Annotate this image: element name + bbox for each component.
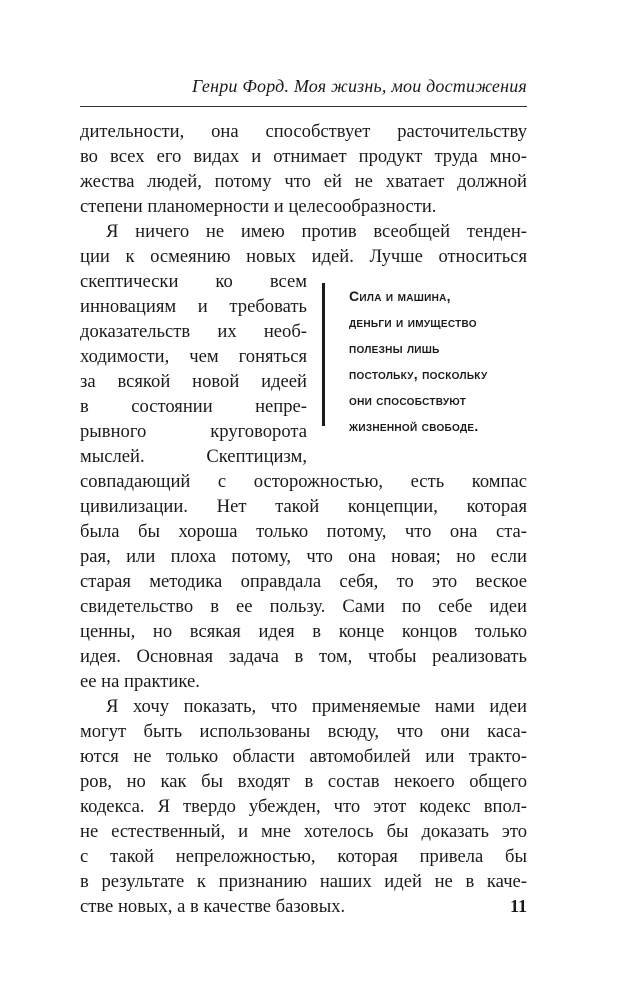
header-rule [80,106,527,107]
text-line: ции к осмеянию новых идей. Лучше относиться [80,246,527,267]
text-line: инновациям и требовать [80,296,307,317]
text-line: ходимости, чем гоняться [80,346,307,367]
text-line: стве новых, а в качестве базовых. [80,896,346,917]
pull-quote-line: деньги и имущество [349,314,477,330]
text-line: старая методика оправдала себя, то это веское [80,571,527,592]
pull-quote-line: они способствуют [349,392,467,408]
text-line: скептически ко всем [80,271,307,292]
text-line: могут быть использованы всюду, что они каса- [80,721,527,742]
text-line: ров, но как бы входят в состав некоего общего [80,771,527,792]
text-line: свидетельство в ее пользу. Сами по себе идеи [80,596,527,617]
text-line: ются не только области автомобилей или тракто- [80,746,527,767]
text-line: была бы хороша только потому, что она ста- [80,521,527,542]
text-line: ценны, но всякая идея в конце концов только [80,621,527,642]
text-line: доказательств их необ- [80,321,307,342]
text-line: мыслей. Скептицизм, [80,446,307,467]
text-line: совпадающий с осторожностью, есть компас [80,471,527,492]
pull-quote-line: Сила и машина, [349,288,451,304]
text-line: Я ничего не имею против всеобщей тенден- [106,221,527,242]
text-line: кодекса. Я твердо убежден, что этот кодекс впол- [80,796,527,817]
text-line: во всех его видах и отнимает продукт труда мно- [80,146,527,167]
pull-quote-line: полезны лишь [349,340,440,356]
text-line: в результате к признанию наших идей не в каче- [80,871,527,892]
text-line: за всякой новой идеей [80,371,307,392]
body-text-bottom [80,469,527,919]
text-line: ее на практике. [80,671,200,692]
pull-quote [322,283,488,434]
text-line: в состоянии непре- [80,396,307,417]
body-text-top [80,119,527,269]
text-line: не естественный, и мне хотелось бы доказать это [80,821,527,842]
text-line: цивилизации. Нет такой концепции, которая [80,496,527,517]
text-line: Я хочу показать, что применяемые нами идеи [106,696,527,717]
text-line: степени планомерности и целесообразности. [80,196,437,217]
body-text-column [80,269,307,469]
text-line: дительности, она способствует расточительству [80,121,527,142]
text-line: рая, или плоха потому, что она новая; но если [80,546,527,567]
pull-quote-line: постольку, поскольку [349,366,488,382]
text-line: с такой непреложностью, которая привела бы [80,846,527,867]
text-line: идея. Основная задача в том, чтобы реализовать [80,646,527,667]
page-number: 11 [509,896,527,916]
pull-quote-line: жизненной свободе. [349,418,479,434]
text-line: жества людей, потому что ей не хватает должной [80,171,527,192]
text-line: рывного круговорота [80,421,307,442]
running-header: Генри Форд. Моя жизнь, мои достижения [192,76,527,96]
